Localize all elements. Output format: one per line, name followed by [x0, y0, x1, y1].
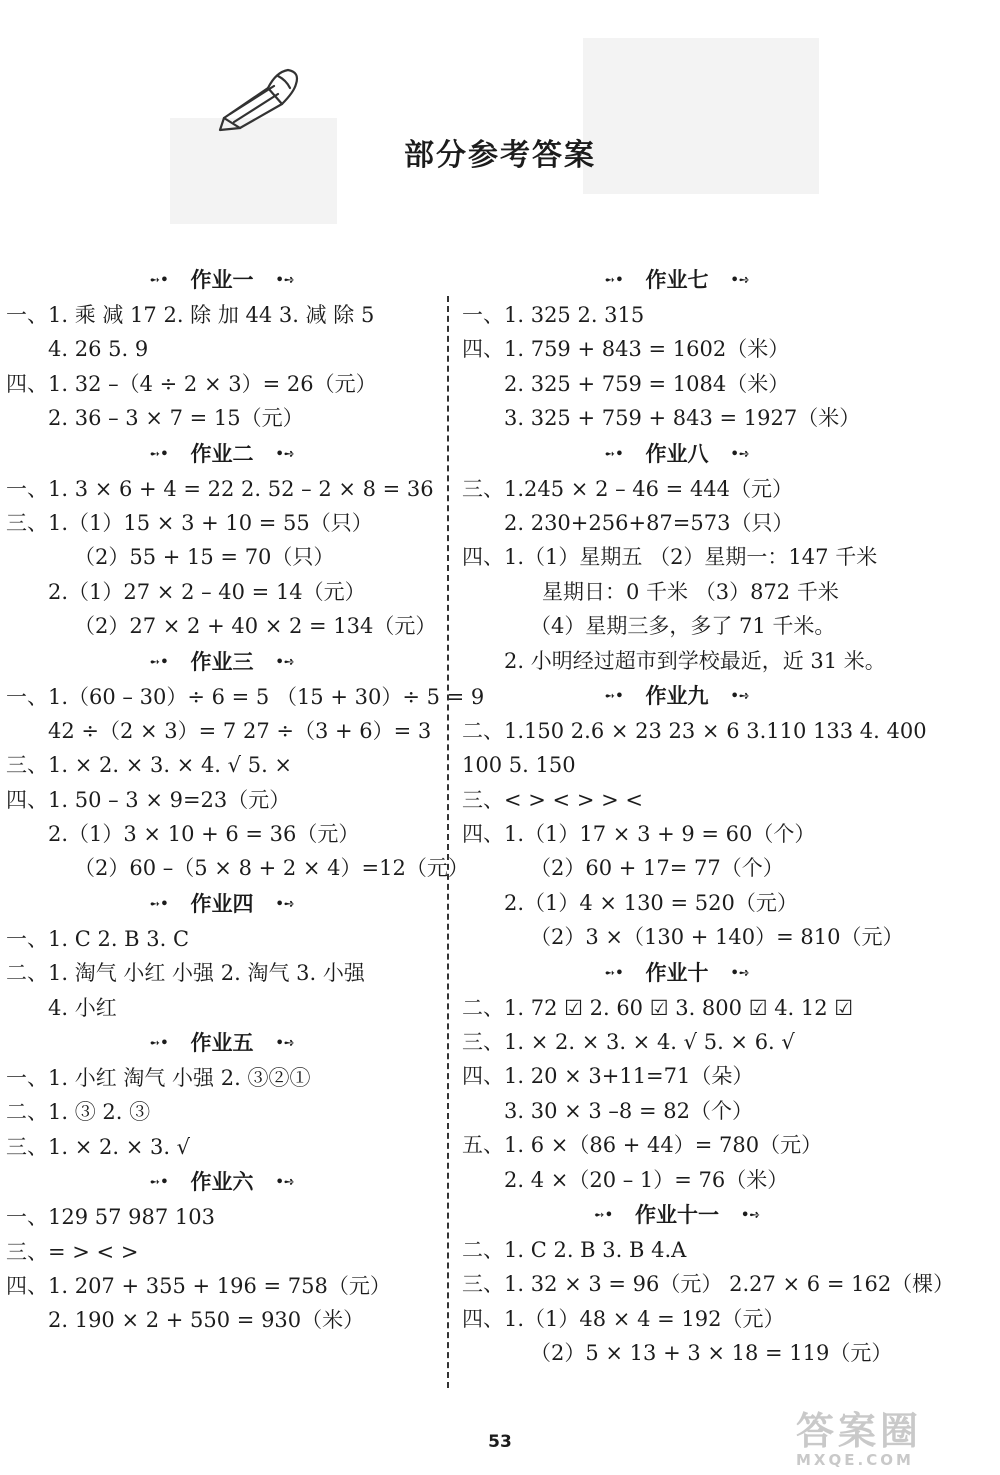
section-heading: [462, 1197, 892, 1233]
answer-line: 2. 36 – 3 × 7 = 15（元）: [48, 406, 304, 431]
section-heading-text: 作业一: [190, 268, 254, 292]
answers-left-column: [6, 262, 485, 1338]
answer-line: （4）星期三多，多了 71 千米。: [530, 614, 836, 639]
ornament-left-icon: ➻•: [604, 688, 624, 704]
answer-line: 三、< > < > > <: [462, 787, 643, 812]
section-heading: [6, 886, 438, 922]
ornament-right-icon: •➺: [275, 446, 295, 462]
answer-line: 四、1.（1）星期五 （2）星期一：147 千米: [462, 545, 878, 570]
pencil-icon: [216, 62, 306, 132]
answer-line: 三、1.245 × 2 – 46 = 444（元）: [462, 476, 794, 501]
section-heading: [6, 1164, 438, 1200]
answer-line: 四、1. 20 × 3+11=71（朵）: [462, 1064, 754, 1089]
answer-line: 三、1. 32 × 3 = 96（元） 2.27 × 6 = 162（棵）: [462, 1272, 955, 1297]
answer-line: （2）27 × 2 + 40 × 2 = 134（元）: [74, 614, 437, 639]
answer-line: 一、1. 乘 减 17 2. 除 加 44 3. 减 除 5: [6, 303, 375, 327]
answer-line: 三、1.（1）15 × 3 + 10 = 55（只）: [6, 510, 373, 535]
section-heading: [462, 436, 892, 472]
ornament-right-icon: •➺: [730, 965, 750, 981]
answer-line: 三、= > < >: [6, 1239, 139, 1264]
ornament-right-icon: •➺: [275, 654, 295, 670]
section-heading-text: 作业七: [645, 268, 709, 292]
answer-line: 2. 325 + 759 = 1084（米）: [504, 371, 790, 396]
answer-line: 五、1. 6 ×（86 + 44）= 780（元）: [462, 1133, 823, 1158]
answer-line: 一、1.（60 – 30）÷ 6 = 5 （15 + 30）÷ 5 = 9: [6, 684, 485, 709]
answer-line: 四、1. 50 – 3 × 9=23（元）: [6, 787, 291, 812]
answer-line: 2.（1）27 × 2 – 40 = 14（元）: [48, 579, 366, 604]
answer-line: 3. 325 + 759 + 843 = 1927（米）: [504, 406, 861, 431]
ornament-right-icon: •➺: [730, 446, 750, 462]
section-heading-text: 作业五: [190, 1031, 254, 1056]
answer-line: 2. 4 ×（20 – 1）= 76（米）: [504, 1167, 789, 1192]
ornament-left-icon: ➻•: [604, 446, 624, 462]
answer-line: 二、1. 72 ☑ 2. 60 ☑ 3. 800 ☑ 4. 12 ☑: [462, 995, 854, 1020]
answers-right-column: [462, 262, 955, 1371]
ornament-right-icon: •➺: [741, 1207, 761, 1223]
answer-line: （2）3 ×（130 + 140）= 810（元）: [530, 925, 904, 950]
answer-line: 4. 26 5. 9: [48, 337, 149, 362]
answer-line: 2.（1）4 × 130 = 520（元）: [504, 890, 798, 915]
answer-line: 100 5. 150: [462, 753, 576, 778]
section-heading-text: 作业四: [190, 891, 254, 916]
answer-line: 四、1. 32 –（4 ÷ 2 × 3）= 26（元）: [6, 371, 377, 396]
answer-line: 二、1. C 2. B 3. B 4.A: [462, 1237, 687, 1262]
ornament-left-icon: ➻•: [604, 965, 624, 981]
answer-line: 一、129 57 987 103: [6, 1205, 215, 1230]
answer-line: 4. 小红: [48, 995, 117, 1020]
answer-line: 2.（1）3 × 10 + 6 = 36（元）: [48, 822, 360, 847]
section-heading-text: 作业九: [645, 683, 709, 708]
page-title: 部分参考答案: [404, 138, 596, 173]
section-heading: [462, 262, 892, 298]
ornament-left-icon: ➻•: [149, 446, 169, 462]
answer-line: 二、1. 淘气 小红 小强 2. 淘气 3. 小强: [6, 961, 365, 986]
answer-line: （2）60 –（5 × 8 + 2 × 4）=12（元）: [74, 856, 469, 881]
answer-line: 一、1. 3 × 6 + 4 = 22 2. 52 – 2 × 8 = 36: [6, 476, 434, 501]
section-heading-text: 作业三: [190, 649, 254, 674]
answer-line: （2）5 × 13 + 3 × 18 = 119（元）: [530, 1341, 893, 1366]
answer-line: 一、1. 325 2. 315: [462, 303, 645, 327]
section-heading-text: 作业二: [190, 441, 254, 466]
section-heading-text: 作业八: [645, 441, 709, 466]
section-heading: [6, 1025, 438, 1061]
answer-line: 2. 190 × 2 + 550 = 930（米）: [48, 1308, 365, 1333]
answer-line: （2）55 + 15 = 70（只）: [74, 545, 335, 570]
section-heading: [462, 678, 892, 714]
ornament-left-icon: ➻•: [604, 273, 624, 288]
section-heading-text: 作业六: [190, 1170, 254, 1195]
ornament-right-icon: •➺: [730, 688, 750, 704]
page-number: 53: [488, 1432, 512, 1452]
answer-line: 星期日：0 千米 （3）872 千米: [542, 579, 839, 604]
answer-line: 3. 30 × 3 –8 = 82（个）: [504, 1098, 753, 1123]
ornament-right-icon: •➺: [275, 1175, 295, 1191]
answer-line: 2. 230+256+87=573（只）: [504, 510, 794, 535]
ornament-right-icon: •➺: [275, 1036, 295, 1052]
ornament-right-icon: •➺: [275, 896, 295, 912]
answer-line: 42 ÷（2 × 3）= 7 27 ÷（3 + 6）= 3: [48, 718, 432, 743]
ornament-left-icon: ➻•: [149, 654, 169, 670]
answer-line: 二、1. ③ 2. ③: [6, 1100, 151, 1125]
ornament-left-icon: ➻•: [149, 273, 169, 288]
section-heading-text: 作业十一: [635, 1202, 719, 1227]
ornament-left-icon: ➻•: [149, 896, 169, 912]
answer-line: 三、1. × 2. × 3. × 4. √ 5. × 6. √: [462, 1030, 795, 1055]
answer-line: 2. 小明经过超市到学校最近，近 31 米。: [504, 648, 886, 673]
ornament-right-icon: •➺: [275, 273, 295, 288]
ornament-right-icon: •➺: [730, 273, 750, 288]
section-heading: [6, 436, 438, 472]
section-heading: [6, 262, 438, 298]
answer-line: 四、1. 759 + 843 = 1602（米）: [462, 337, 790, 362]
answer-line: （2）60 + 17= 77（个）: [530, 856, 784, 881]
ornament-left-icon: ➻•: [149, 1036, 169, 1052]
section-heading: [462, 955, 892, 991]
section-heading: [6, 644, 438, 680]
answer-line: 四、1. 207 + 355 + 196 = 758（元）: [6, 1273, 391, 1298]
section-heading-text: 作业十: [645, 960, 709, 985]
column-divider: [447, 296, 449, 1388]
answer-line: 三、1. × 2. × 3. × 4. √ 5. ×: [6, 753, 293, 778]
answer-line: 三、1. × 2. × 3. √: [6, 1134, 191, 1159]
watermark: [796, 1410, 986, 1468]
ornament-left-icon: ➻•: [149, 1175, 169, 1191]
watermark-logo-text: 答案圈: [796, 1409, 923, 1453]
ornament-left-icon: ➻•: [593, 1207, 613, 1223]
answer-line: 四、1.（1）48 × 4 = 192（元）: [462, 1306, 785, 1331]
answer-line: 二、1.150 2.6 × 23 23 × 6 3.110 133 4. 400: [462, 718, 927, 743]
answer-line: 一、1. C 2. B 3. C: [6, 926, 190, 951]
answer-line: 一、1. 小红 淘气 小强 2. ③②①: [6, 1066, 311, 1091]
watermark-domain: MXQE.COM: [796, 1451, 914, 1469]
answer-line: 四、1.（1）17 × 3 + 9 = 60（个）: [462, 822, 816, 847]
